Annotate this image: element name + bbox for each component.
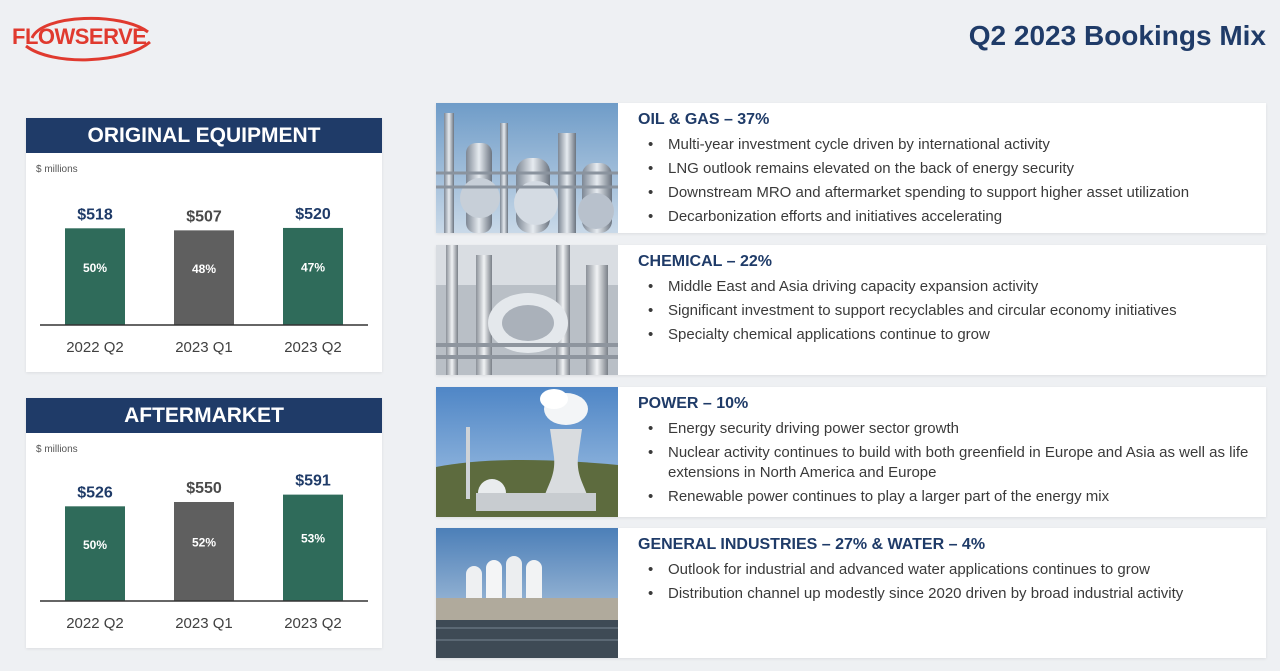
bar [283, 228, 343, 325]
bar [65, 506, 125, 601]
bullet-item: • Nuclear activity continues to build with both greenfield in Europe and Asia as well as life extensions in North America and Europe [638, 443, 1256, 483]
bullet-item: • Multi-year investment cycle driven by international activity [638, 135, 1256, 155]
bullet-item: • Middle East and Asia driving capacity expansion activity [638, 277, 1256, 297]
flowserve-logo [12, 10, 152, 62]
bar-share-label: 47% [300, 260, 326, 275]
bar-share-label: 50% [82, 260, 108, 275]
bullet-item: • Downstream MRO and aftermarket spending to support higher asset utilization [638, 183, 1256, 203]
x-tick-label: 2022 Q2 [66, 615, 124, 632]
aftermarket-bars [26, 433, 382, 648]
sector-bullets [638, 135, 1256, 227]
bar-value-label: $550 [186, 480, 222, 497]
bullet-item: • Renewable power continues to play a larger part of the energy mix [638, 487, 1256, 507]
bar-value-label: $518 [77, 206, 113, 224]
sector-title: CHEMICAL – 22% [638, 253, 772, 270]
x-tick-label: 2023 Q2 [284, 339, 342, 356]
x-tick-label: 2023 Q1 [175, 615, 233, 632]
bar-share-label: 52% [191, 535, 217, 550]
nuclear-plant-photo [436, 387, 618, 517]
bullet-item: • Significant investment to support recyclables and circular economy initiatives [638, 301, 1256, 321]
sector-panel-general-industries [436, 528, 1266, 658]
bar [174, 502, 234, 601]
chemical-plant-photo [436, 245, 618, 375]
sector-bullets [638, 419, 1256, 507]
bullet-item: • Outlook for industrial and advanced water applications continues to grow [638, 560, 1256, 580]
sector-bullets [638, 560, 1256, 604]
sector-panel-chemical [436, 245, 1266, 375]
original-equipment-bars [26, 153, 382, 372]
original-equipment-chart [26, 118, 382, 372]
y-axis-unit-label: $ millions [36, 164, 78, 175]
page-title: Q2 2023 Bookings Mix [968, 20, 1266, 51]
water-treatment-photo [436, 528, 618, 658]
bar-share-label: 48% [191, 261, 217, 276]
bullet-item: • Decarbonization efforts and initiatives accelerating [638, 207, 1256, 227]
bullet-item: • LNG outlook remains elevated on the back of energy security [638, 159, 1256, 179]
bar [283, 495, 343, 601]
x-tick-label: 2022 Q2 [66, 339, 124, 356]
bar-share-label: 50% [82, 537, 108, 552]
chart-title: ORIGINAL EQUIPMENT [26, 118, 382, 153]
x-tick-label: 2023 Q1 [175, 339, 233, 356]
y-axis-unit-label: $ millions [36, 444, 78, 455]
bar-value-label: $507 [186, 208, 222, 226]
aftermarket-chart [26, 398, 382, 648]
sector-title: OIL & GAS – 37% [638, 111, 770, 128]
bar-share-label: 53% [300, 531, 326, 546]
bar [65, 228, 125, 325]
bar [174, 230, 234, 325]
bar-value-label: $520 [295, 205, 331, 223]
sector-panel-power [436, 387, 1266, 517]
refinery-photo [436, 103, 618, 233]
sector-bullets [638, 277, 1256, 345]
logo-wordmark: FLOWSERVE [12, 24, 147, 49]
sector-panel-oil-gas [436, 103, 1266, 233]
sector-title: POWER – 10% [638, 395, 749, 412]
bar-value-label: $526 [77, 484, 113, 502]
sector-title: GENERAL INDUSTRIES – 27% & WATER – 4% [638, 536, 986, 553]
bullet-item: • Specialty chemical applications continue to grow [638, 325, 1256, 345]
bullet-item: • Energy security driving power sector growth [638, 419, 1256, 439]
bar-value-label: $591 [295, 472, 331, 490]
x-tick-label: 2023 Q2 [284, 615, 342, 632]
bullet-item: • Distribution channel up modestly since 2020 driven by broad industrial activity [638, 584, 1256, 604]
chart-title: AFTERMARKET [26, 398, 382, 433]
